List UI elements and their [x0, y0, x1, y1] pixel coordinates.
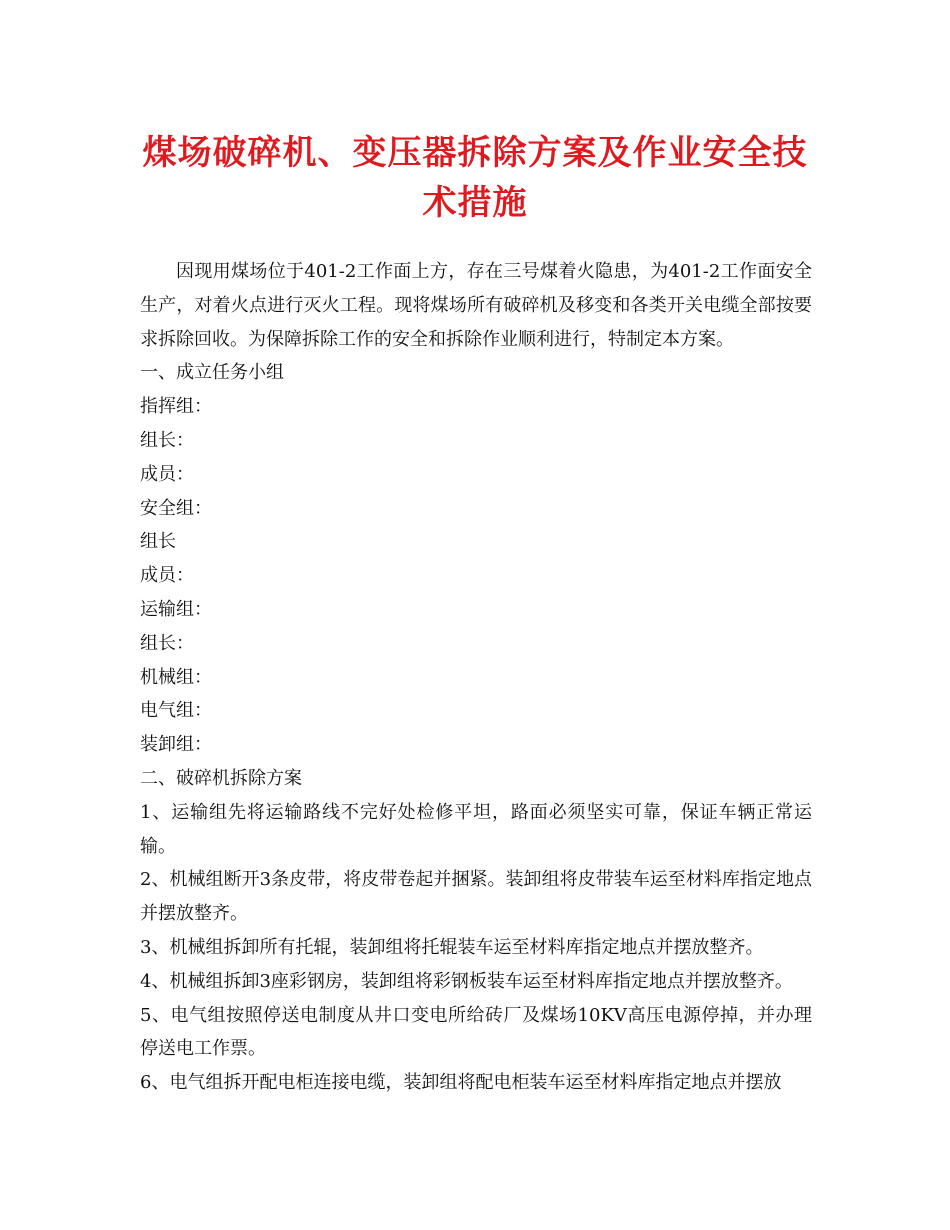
step-6: 6、电气组拆开配电柜连接电缆，装卸组将配电柜装车运至材料库指定地点并摆放 — [140, 1072, 782, 1094]
document-body — [140, 255, 812, 1100]
section-heading-1: 一、成立任务小组 — [140, 362, 284, 384]
group-line-command-leader: 组长： — [140, 429, 194, 451]
step-3: 3、机械组拆卸所有托辊，装卸组将托辊装车运至材料库指定地点并摆放整齐。 — [140, 936, 764, 958]
group-line-safety: 安全组： — [140, 497, 212, 519]
group-line-safety-members: 成员： — [140, 565, 194, 587]
group-line-transport-leader: 组长： — [140, 632, 194, 654]
document-title: 煤场破碎机、变压器拆除方案及作业安全技术措施 — [142, 133, 808, 223]
section-heading-2: 二、破碎机拆除方案 — [140, 767, 302, 789]
group-line-command-members: 成员： — [140, 463, 194, 485]
intro-paragraph: 因现用煤场位于401-2工作面上方，存在三号煤着火隐患，为401-2工作面安全生产，对着火点进行灭火工程。现将煤场所有破碎机及移变和各类开关电缆全部按要求拆除回收。为保障拆除工作的安全和拆除作业顺利进行，特制定本方案。 — [140, 261, 812, 350]
group-line-electrical: 电气组： — [140, 700, 212, 722]
step-5: 5、电气组按照停送电制度从井口变电所给砖厂及煤场10KV高压电源停掉，并办理停送电工作票。 — [140, 1004, 812, 1060]
step-2: 2、机械组断开3条皮带，将皮带卷起并捆紧。装卸组将皮带装车运至材料库指定地点并摆放整齐。 — [140, 869, 812, 925]
group-line-transport: 运输组： — [140, 598, 212, 620]
step-4: 4、机械组拆卸3座彩钢房，装卸组将彩钢板装车运至材料库指定地点并摆放整齐。 — [140, 970, 793, 992]
group-line-mechanical: 机械组： — [140, 666, 212, 688]
group-line-loading: 装卸组： — [140, 734, 212, 756]
step-1: 1、运输组先将运输路线不完好处检修平坦，路面必须坚实可靠，保证车辆正常运输。 — [140, 801, 812, 857]
group-line-safety-leader: 组长 — [140, 531, 176, 553]
group-line-command: 指挥组： — [140, 396, 212, 418]
